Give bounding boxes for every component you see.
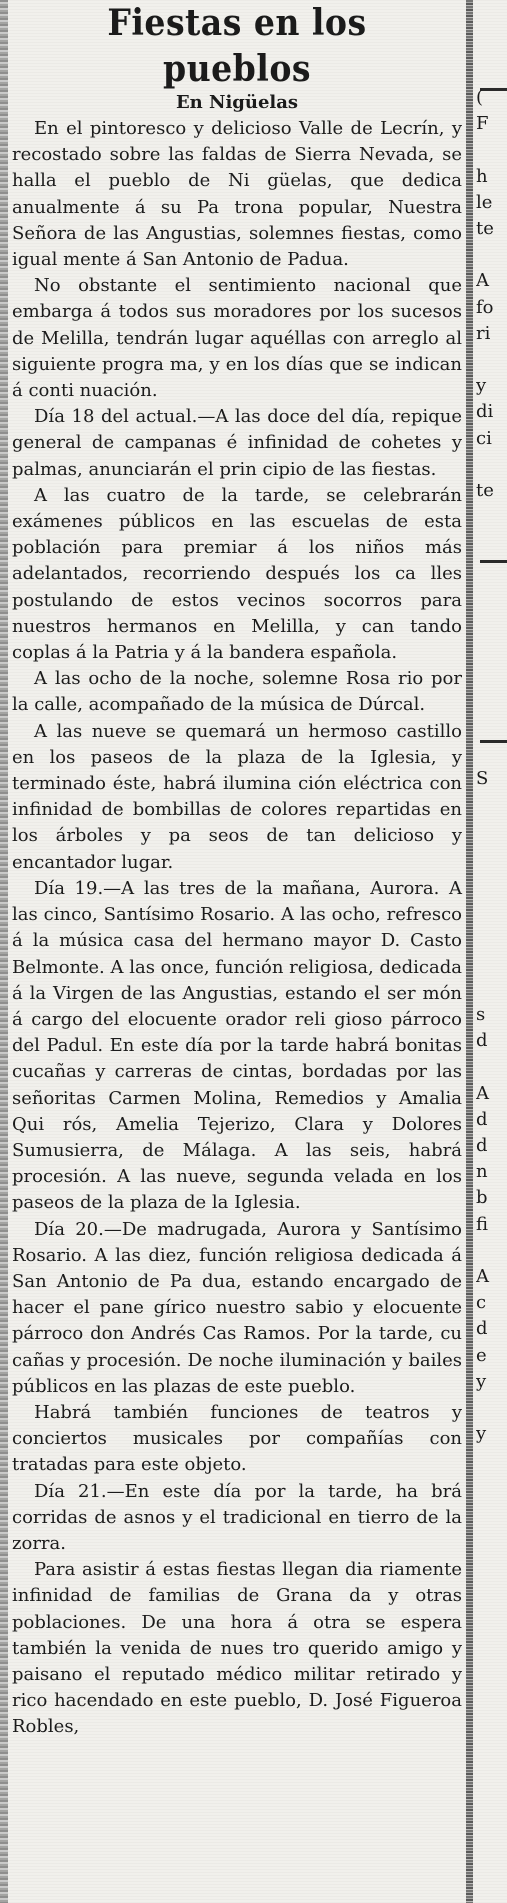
column-fragment: d [476,1135,488,1156]
column-rule [466,0,473,1903]
column-fragment: A [476,270,489,292]
column-fragment: y [476,1370,487,1392]
column-fragment: le [476,191,493,213]
paragraph: A las nueve se quemará un hermoso castillo en los paseos de la plaza de la Iglesia, y terminado éste, habrá ilumina ción eléctrica con infinidad de bombillas de colores repartidas en los árboles y pa seos de tan delicioso y encantador lugar. [12,720,462,873]
column-fragment: h [476,165,488,187]
paragraph: Para asistir á estas fiestas llegan dia riamente infinidad de familias de Grana da y otras poblaciones. De una hora á otra se espera también la venida de nues tro querido amigo y paisano el reputado médico militar retirado y rico hacendado en este pueblo, D. José Figueroa Robles, [12,1559,462,1738]
column-fragment: ri [476,322,491,344]
column-fragment: d [476,1030,488,1052]
column-fragment: d [476,1318,488,1340]
paragraph: Día 18 del actual.—A las doce del día, repique general de campanas é infinidad de cohetes y palmas, anunciarán el prin cipio de las fiestas. [12,406,462,480]
column-fragment: b [476,1187,488,1209]
column-fragment: y [476,375,487,397]
article [12,0,462,1741]
column-fragment: te [476,480,494,501]
column-fragment: fi [476,1213,489,1235]
column-fragment: y [476,1423,487,1445]
column-fragment: d [476,1108,488,1130]
column-fragment: A [476,1082,489,1104]
column-fragment: di [476,401,494,423]
column-fragment: ( [476,87,484,108]
paragraph: Día 21.—En este día por la tarde, ha brá corridas de asnos y el tradicional en tierro de la zorra. [12,1480,462,1554]
paragraph: Habrá también funciones de teatros y conciertos musicales por compañías con tratadas para este objeto. [12,1401,462,1476]
section-rule [480,560,507,563]
column-fragment: F [476,113,489,135]
adjacent-column-fragments [476,0,507,1903]
column-fragment: c [476,1292,487,1314]
column-fragment: S [476,768,489,790]
paragraph: Día 19.—A las tres de la mañana, Aurora. A las cinco, Santísimo Rosario. A las ocho, refresco á la música casa del hermano mayor D. Casto Belmonte. A las once, función religiosa, dedicada á la Virgen de las Angustias, estando el ser món á cargo del elocuente orador reli gioso párroco del Padul. En este día por la tarde habrá bonitas cucañas y carreras de cintas, bordadas por las señoritas Carmen Molina, Remedios y Amalia Qui rós, Amelia Tejerizo, Clara y Dolores Sumusierra, de Málaga. A las seis, habrá procesión. A las nueve, segunda velada en los paseos de la plaza de la Iglesia. [12,877,462,1214]
paragraph: Día 20.—De madrugada, Aurora y Santísimo Rosario. A las diez, función religiosa dedicada á San Antonio de Pa dua, estando encargado de hacer el pane gírico nuestro sabio y elocuente párroco don Andrés Cas Ramos. Por la tarde, cu cañas y procesión. De noche iluminación y bailes públicos en las plazas de este pueblo. [12,1218,462,1397]
column-fragment: n [476,1161,488,1183]
article-subtitle: En Nigüelas [175,92,299,113]
paragraph: A las ocho de la noche, solemne Rosa rio por la calle, acompañado de la música de Dúrcal. [12,668,462,716]
article-body [12,116,462,1741]
left-page-edge [0,0,8,1903]
column-fragment: ci [476,427,492,449]
paragraph: A las cuatro de la tarde, se celebrarán exámenes públicos en las escuelas de esta población para premiar á los niños más adelantados, recorriendo después los ca lles postulando de estos vecinos socorros para nuestros hermanos en Melilla, y can tando coplas á la Patria y á la bandera española. [12,484,462,664]
column-fragment: A [476,1266,489,1287]
section-rule [480,740,507,743]
column-fragment: s [476,1004,486,1025]
column-fragment: e [476,1344,487,1366]
paragraph: En el pintoresco y delicioso Valle de Lecrín, y recostado sobre las faldas de Sierra Nevada, se halla el pueblo de Ni güelas, que dedica anualmente á su Pa trona popular, Nuestra Señora de las Angustias, solemnes fiestas, como igual mente á San Antonio de Padua. [12,118,462,271]
section-rule [480,88,507,91]
column-fragment: te [476,218,494,239]
paragraph: No obstante el sentimiento nacional que embarga á todos sus moradores por los sucesos de Melilla, tendrán lugar aquéllas con arreglo al siguiente progra ma, y en los días que se indican á conti nuación. [12,275,462,402]
column-fragment: fo [476,296,494,318]
article-title: Fiestas en los pueblos [107,2,367,90]
